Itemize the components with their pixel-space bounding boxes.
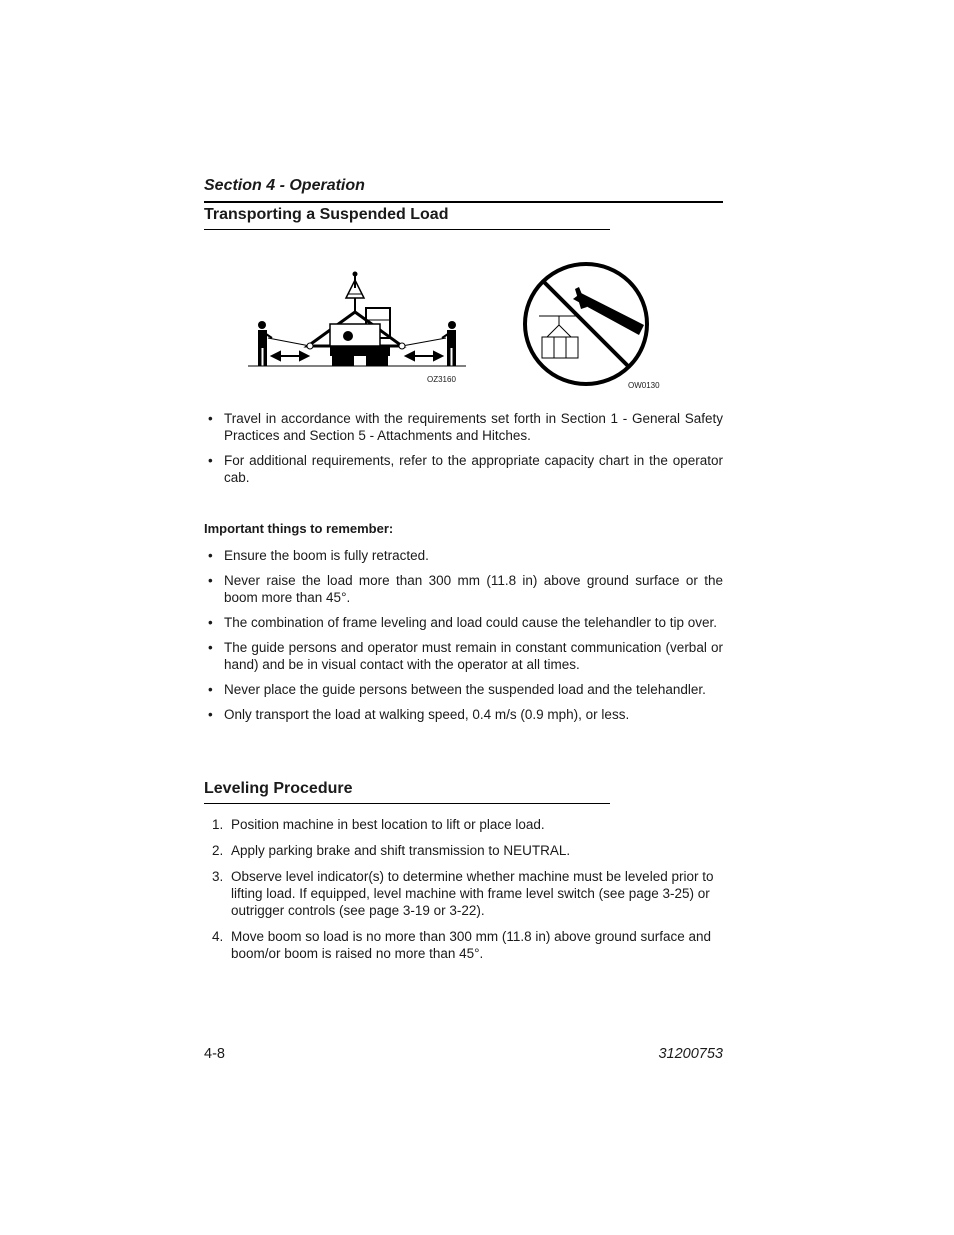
step-item: [204, 816, 723, 833]
leveling-steps: [204, 816, 723, 971]
figure-left-label: OZ3160: [427, 375, 456, 384]
step-number: 4.: [212, 929, 224, 944]
list-item: • Travel in accordance with the requirements set forth in Section 1 - General Safety Practices and Section 5 - Attachments and Hitches.: [204, 410, 723, 444]
list-item: • Ensure the boom is fully retracted.: [204, 547, 723, 564]
list-item: • The combination of frame leveling and load could cause the telehandler to tip over.: [204, 614, 723, 631]
section-header: [204, 177, 723, 203]
step-item: [204, 928, 723, 962]
step-item: [204, 842, 723, 859]
leveling-heading: Leveling Procedure: [204, 780, 610, 804]
prohibition-sign-illustration: [521, 261, 651, 387]
transport-heading: Transporting a Suspended Load: [204, 206, 610, 230]
remember-bullet-list: [204, 547, 723, 731]
step-item: [204, 868, 723, 919]
section-title: Section 4 - Operation: [204, 177, 365, 194]
transport-bullet-list: [204, 410, 723, 494]
step-number: 1.: [212, 817, 224, 832]
important-heading: Important things to remember:: [204, 521, 394, 536]
suspended-load-illustration: [248, 268, 468, 370]
step-number: 2.: [212, 843, 224, 858]
list-item: • Never raise the load more than 300 mm (11.8 in) above ground surface or the boom more than 45°.: [204, 572, 723, 606]
step-text: Observe level indicator(s) to determine whether machine must be leveled prior to lifting load. If equipped, level machine with frame level switch (see page 3-25) or outrigger controls (see page 3-19 or 3-22).: [231, 869, 714, 918]
step-text: Apply parking brake and shift transmission to NEUTRAL.: [231, 843, 571, 858]
step-number: 3.: [212, 869, 224, 884]
document-number: 31200753: [658, 1046, 723, 1062]
page-number: 4-8: [204, 1046, 225, 1062]
step-text: Move boom so load is no more than 300 mm (11.8 in) above ground surface and boom/or boom is raised no more than 45°.: [231, 929, 712, 961]
list-item: • Only transport the load at walking speed, 0.4 m/s (0.9 mph), or less.: [204, 706, 723, 723]
list-item: • For additional requirements, refer to the appropriate capacity chart in the operator cab.: [204, 452, 723, 486]
figure-right-label: OW0130: [628, 381, 660, 390]
step-text: Position machine in best location to lift or place load.: [231, 817, 545, 832]
list-item: • The guide persons and operator must remain in constant communication (verbal or hand) and be in visual contact with the operator at all times.: [204, 639, 723, 673]
list-item: • Never place the guide persons between the suspended load and the telehandler.: [204, 681, 723, 698]
